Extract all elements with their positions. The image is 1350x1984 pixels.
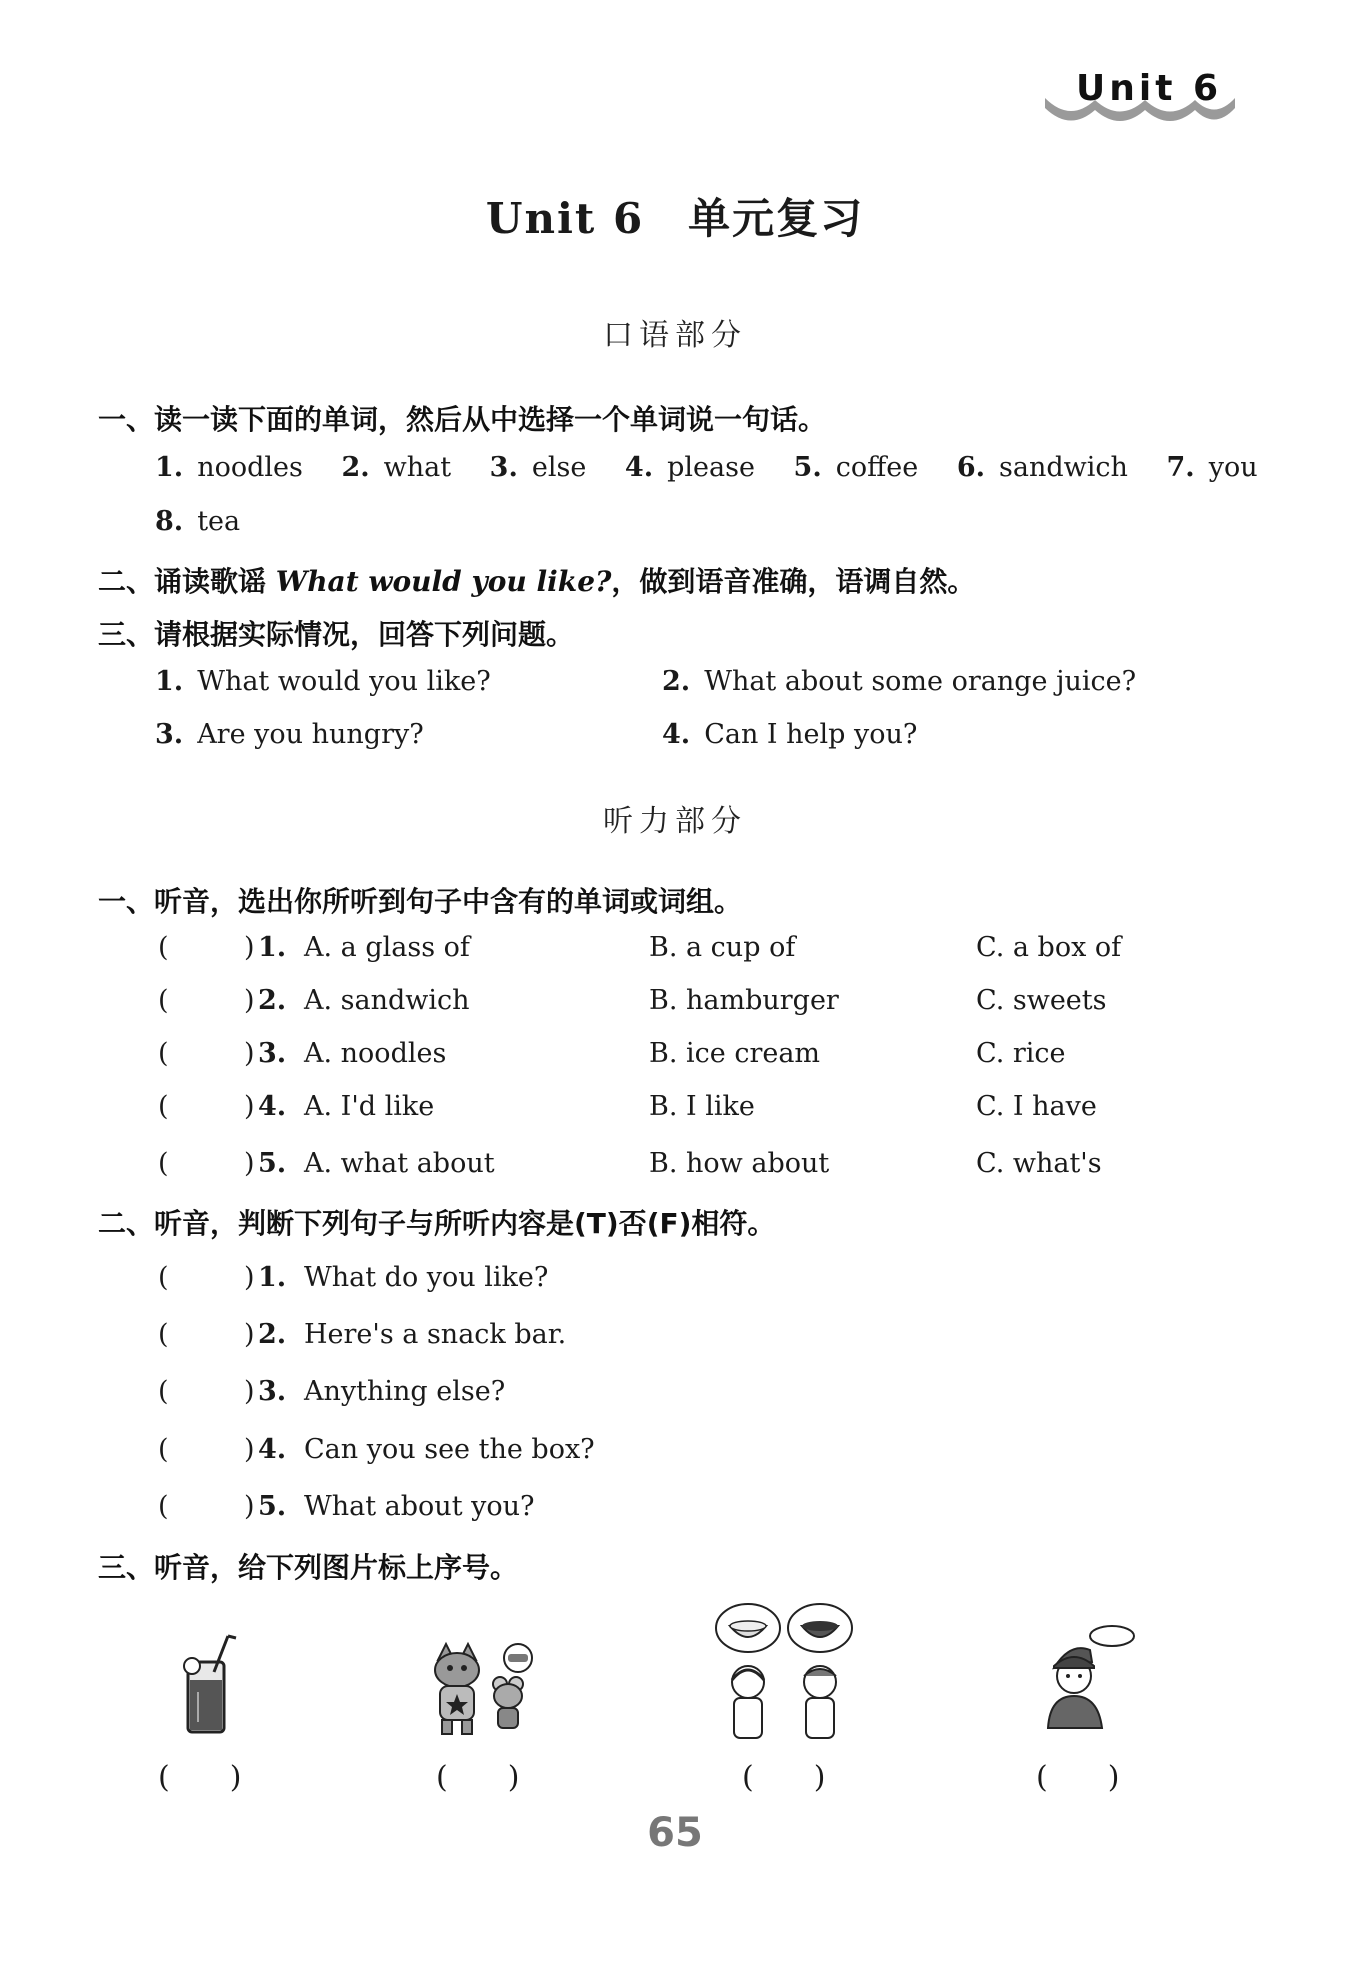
item-number: 1. xyxy=(258,932,287,963)
two-children-food-icon xyxy=(712,1602,862,1742)
page-number: 65 xyxy=(647,1810,703,1856)
picture-answer-blank[interactable]: ( ) xyxy=(742,1760,826,1795)
item-number: 5. xyxy=(258,1148,287,1179)
option-a: A. noodles xyxy=(304,1038,447,1069)
answer-blank-close: ) xyxy=(244,1148,255,1179)
word-item: 5. coffee xyxy=(793,452,919,483)
answer-blank[interactable]: ( xyxy=(158,1038,169,1069)
option-b: B. hamburger xyxy=(649,985,839,1016)
word-item: 6. sandwich xyxy=(956,452,1128,483)
oral-q1-words-line2 xyxy=(155,506,270,537)
answer-blank[interactable]: ( xyxy=(158,932,169,963)
answer-blank[interactable]: ( xyxy=(158,1434,169,1465)
statement: What about you? xyxy=(304,1491,535,1522)
statement: Anything else? xyxy=(304,1376,506,1407)
unit-badge xyxy=(1040,68,1240,128)
option-a: A. a glass of xyxy=(304,932,470,963)
option-a: A. sandwich xyxy=(304,985,470,1016)
oral-q1-words-line1 xyxy=(155,452,1258,483)
word-item: 3. else xyxy=(489,452,587,483)
word-item: 7. you xyxy=(1166,452,1258,483)
listening-q1-heading: 一、听音，选出你所听到句子中含有的单词或词组。 xyxy=(98,885,743,918)
waitress-icon xyxy=(1040,1622,1140,1732)
statement: What do you like? xyxy=(304,1262,549,1293)
answer-blank[interactable]: ( xyxy=(158,1376,169,1407)
word-item: 8. tea xyxy=(155,506,241,537)
item-number: 3. xyxy=(258,1038,287,1069)
oral-q3-item: 4. Can I help you? xyxy=(662,719,918,750)
item-number: 1. xyxy=(258,1262,287,1293)
answer-blank[interactable]: ( xyxy=(158,1148,169,1179)
oral-q3-heading: 三、请根据实际情况，回答下列问题。 xyxy=(98,618,575,651)
option-c: C. I have xyxy=(976,1091,1097,1122)
answer-blank-close: ) xyxy=(244,1491,255,1522)
word-item: 4. please xyxy=(624,452,755,483)
item-number: 2. xyxy=(258,1319,287,1350)
answer-blank[interactable]: ( xyxy=(158,1491,169,1522)
option-b: B. I like xyxy=(649,1091,755,1122)
item-number: 4. xyxy=(258,1091,287,1122)
picture-answer-blank[interactable]: ( ) xyxy=(436,1760,520,1795)
cat-and-mouse-icon xyxy=(420,1640,550,1740)
answer-blank-close: ) xyxy=(244,932,255,963)
word-item: 2. what xyxy=(341,452,452,483)
answer-blank[interactable]: ( xyxy=(158,1262,169,1293)
statement: Here's a snack bar. xyxy=(304,1319,567,1350)
listening-q2-heading: 二、听音，判断下列句子与所听内容是(T)否(F)相符。 xyxy=(98,1207,776,1240)
juice-glass-icon xyxy=(170,1632,250,1742)
option-b: B. ice cream xyxy=(649,1038,821,1069)
option-c: C. rice xyxy=(976,1038,1066,1069)
oral-section-heading: 口语部分 xyxy=(603,318,747,353)
option-c: C. sweets xyxy=(976,985,1107,1016)
answer-blank-close: ) xyxy=(244,1038,255,1069)
option-c: C. what's xyxy=(976,1148,1102,1179)
answer-blank[interactable]: ( xyxy=(158,1091,169,1122)
answer-blank-close: ) xyxy=(244,985,255,1016)
listening-section-heading: 听力部分 xyxy=(603,804,747,839)
statement: Can you see the box? xyxy=(304,1434,595,1465)
answer-blank-close: ) xyxy=(244,1319,255,1350)
listening-q3-heading: 三、听音，给下列图片标上序号。 xyxy=(98,1551,519,1584)
oral-q3-item: 1. What would you like? xyxy=(155,666,491,697)
oral-q3-item: 2. What about some orange juice? xyxy=(662,666,1137,697)
item-number: 3. xyxy=(258,1376,287,1407)
item-number: 4. xyxy=(258,1434,287,1465)
page-title: Unit 6 单元复习 xyxy=(485,194,865,243)
answer-blank-close: ) xyxy=(244,1434,255,1465)
option-c: C. a box of xyxy=(976,932,1122,963)
oral-q1-heading: 一、读一读下面的单词，然后从中选择一个单词说一句话。 xyxy=(98,403,827,436)
oral-q3-item: 3. Are you hungry? xyxy=(155,719,424,750)
answer-blank-close: ) xyxy=(244,1091,255,1122)
answer-blank[interactable]: ( xyxy=(158,985,169,1016)
answer-blank-close: ) xyxy=(244,1262,255,1293)
badge-text: Unit 6 xyxy=(1076,68,1222,109)
option-a: A. I'd like xyxy=(304,1091,435,1122)
picture-answer-blank[interactable]: ( ) xyxy=(1036,1760,1120,1795)
option-b: B. a cup of xyxy=(649,932,796,963)
answer-blank[interactable]: ( xyxy=(158,1319,169,1350)
answer-blank-close: ) xyxy=(244,1376,255,1407)
item-number: 2. xyxy=(258,985,287,1016)
word-item: 1. noodles xyxy=(155,452,303,483)
item-number: 5. xyxy=(258,1491,287,1522)
picture-answer-blank[interactable]: ( ) xyxy=(158,1760,242,1795)
option-b: B. how about xyxy=(649,1148,830,1179)
option-a: A. what about xyxy=(304,1148,495,1179)
oral-q2-heading: 二、诵读歌谣 What would you like?，做到语音准确，语调自然。 xyxy=(98,565,976,598)
